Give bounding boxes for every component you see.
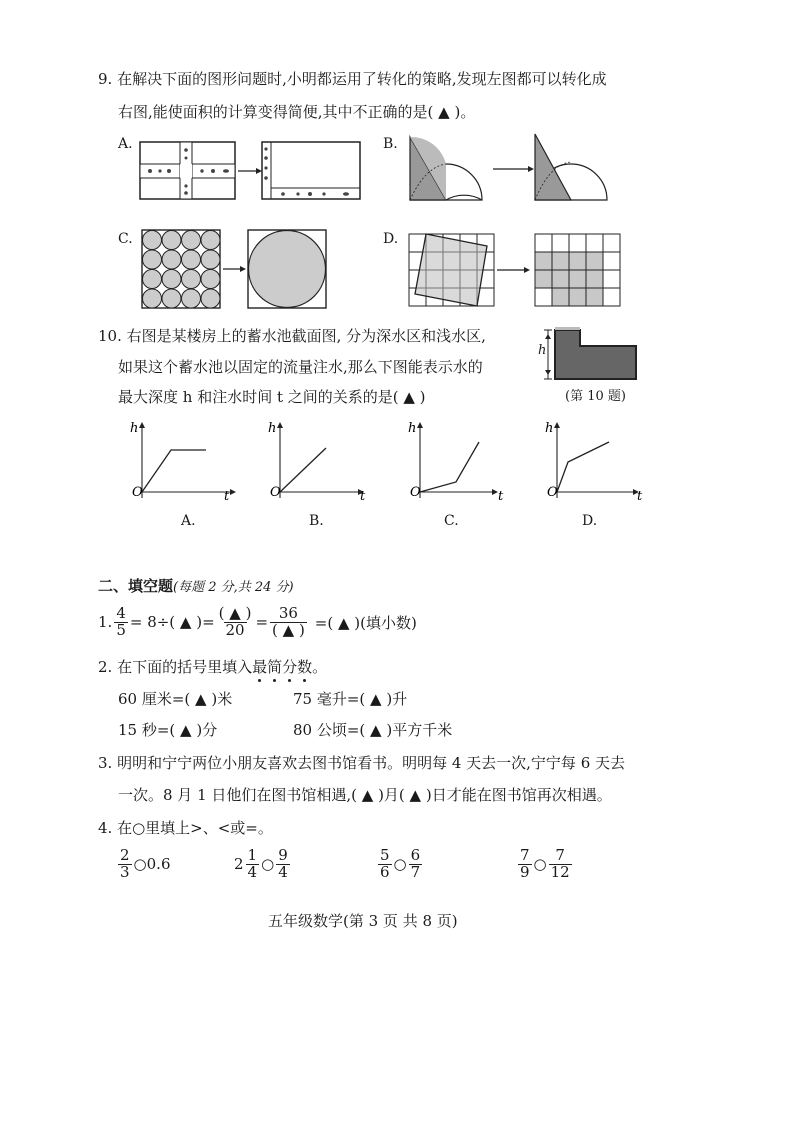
q10-graph-a-t-label: t (224, 489, 230, 504)
q10-graph-b-h-label: h (268, 421, 277, 436)
q10-option-b-label: B. (309, 513, 324, 529)
q10-option-c-label: C. (444, 513, 459, 529)
page-footer: 五年级数学(第 3 页 共 8 页) (268, 912, 458, 930)
fill-4-pair-4: $\frac{7}{9}$ ○ $\frac{7}{12}$ (520, 846, 570, 881)
q10-graph-c (406, 420, 516, 502)
fill-1-number: 1. (98, 613, 113, 632)
fill-1-fraction-b: $\frac{( ▲ )}{20}$ (218, 604, 252, 639)
fill-3-line2: 一次。8 月 1 日他们在图书馆相遇,( ▲ )月( ▲ )日才能在图书馆再次相遇。 (118, 786, 612, 804)
fill-1-eq1: = 8÷( ▲ )= (129, 613, 215, 632)
q9-figure-d (407, 232, 617, 308)
q9-option-c-label: C. (118, 231, 133, 247)
q10-graph-c-h-label: h (408, 421, 417, 436)
q9-option-b-label: B. (383, 136, 398, 152)
fill-question-2 (98, 656, 327, 677)
q10-graph-c-t-label: t (498, 489, 504, 504)
q10-option-a-label: A. (181, 513, 196, 529)
fill-2-item-1: 60 厘米=( ▲ )米 (118, 690, 233, 708)
q10-figure-h-label: h (538, 343, 547, 358)
q10-graph-a-line (142, 450, 206, 492)
section-2-heading (98, 575, 294, 596)
fill-2-item-2: 75 毫升=( ▲ )升 (293, 690, 408, 708)
fill-2-text: 2. 在下面的括号里填入 (98, 658, 253, 676)
fill-1-fraction-c: $\frac{36}{( ▲ )}$ (272, 604, 305, 639)
fill-1-eq3: =( ▲ )(填小数) (314, 613, 417, 632)
section-2-title: 二、填空题 (98, 577, 174, 595)
q10-line1: 10. 右图是某楼房上的蓄水池截面图, 分为深水区和浅水区, (98, 327, 486, 345)
q10-graph-d-o-label: O (547, 485, 558, 500)
fill-4-line: 4. 在○里填上>、<或=。 (98, 819, 273, 837)
q9-line2: 右图,能使面积的计算变得简便,其中不正确的是( ▲ )。 (118, 103, 476, 121)
q10-reservoir-figure (540, 322, 640, 382)
fill-1-fraction-a: $\frac{4}{5}$ (116, 604, 126, 639)
q10-graph-a-h-label: h (130, 421, 139, 436)
q10-graph-b-t-label: t (360, 489, 366, 504)
fill-2-emphasis: 最简分数 (252, 658, 312, 676)
q10-graph-d-line (557, 442, 609, 492)
fill-4-pair-1: $\frac{2}{3}$ ○0.6 (120, 846, 171, 881)
q9-figure-a (138, 140, 368, 202)
fill-2-end: 。 (312, 658, 328, 676)
q9-figure-c (140, 228, 340, 310)
fill-4-pair-2: 2 $\frac{1}{4}$ ○ $\frac{9}{4}$ (234, 846, 288, 881)
fill-1-eq2: = (255, 613, 269, 632)
q9-line1: 9. 在解决下面的图形问题时,小明都运用了转化的策略,发现左图都可以转化成 (98, 70, 607, 88)
q10-graph-b-o-label: O (270, 485, 281, 500)
q10-graph-c-o-label: O (410, 485, 421, 500)
q10-graph-d (543, 420, 653, 502)
q10-graph-d-h-label: h (545, 421, 554, 436)
fill-2-item-4: 80 公顷=( ▲ )平方千米 (293, 721, 453, 739)
q10-graph-b (266, 420, 376, 502)
fill-2-item-3: 15 秒=( ▲ )分 (118, 721, 218, 739)
fill-4-pair-3: $\frac{5}{6}$ ○ $\frac{6}{7}$ (380, 846, 421, 881)
fill-3-line1: 3. 明明和宁宁两位小朋友喜欢去图书馆看书。明明每 4 天去一次,宁宁每 6 天去 (98, 754, 626, 772)
q9-option-d-label: D. (383, 231, 399, 247)
q10-graph-b-line (280, 448, 326, 492)
q10-graph-a (128, 420, 238, 502)
q10-graph-d-t-label: t (637, 489, 643, 504)
fill-question-1 (98, 606, 417, 639)
q10-graph-c-line (420, 442, 479, 492)
q10-graph-a-o-label: O (132, 485, 143, 500)
q10-line3: 最大深度 h 和注水时间 t 之间的关系的是( ▲ ) (118, 388, 426, 406)
q10-line2: 如果这个蓄水池以固定的流量注水,那么下图能表示水的 (118, 358, 483, 376)
section-2-note: (每题 2 分,共 24 分) (173, 580, 294, 595)
q10-figure-caption: (第 10 题) (565, 389, 626, 404)
q9-option-a-label: A. (118, 136, 133, 152)
q9-figure-b (405, 132, 655, 204)
q10-option-d-label: D. (582, 513, 598, 529)
